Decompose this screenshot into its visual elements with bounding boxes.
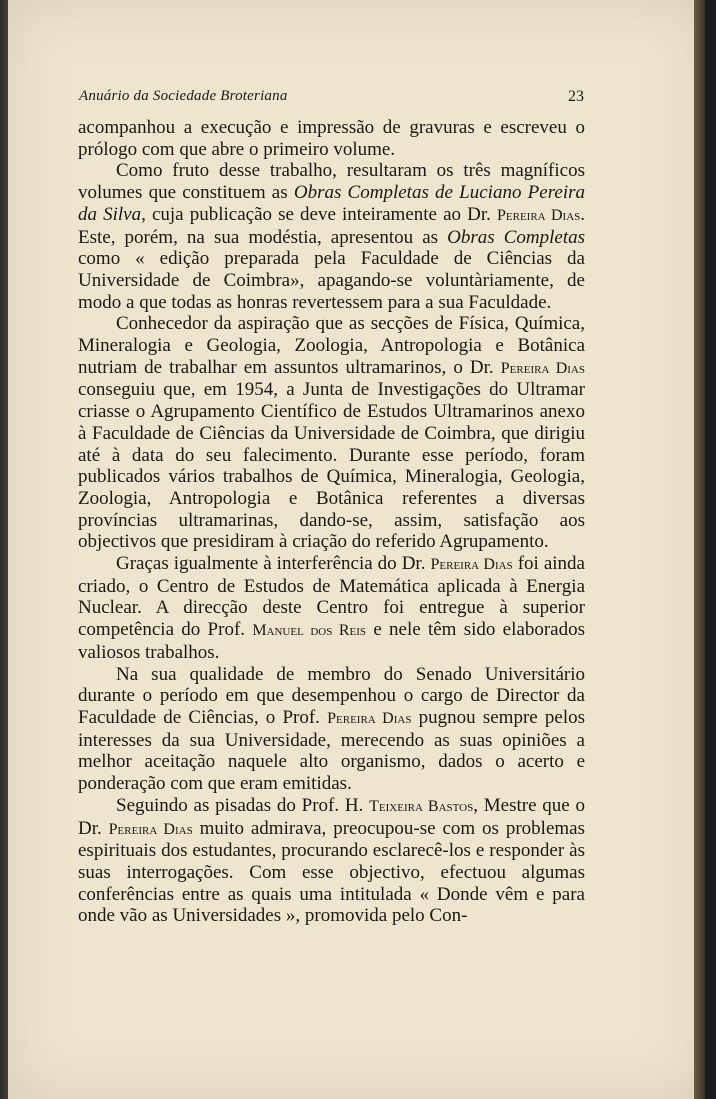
- paragraph: [78, 664, 585, 795]
- name-smallcaps: Pereira Dias: [327, 709, 412, 727]
- name-smallcaps: Manuel dos Reis: [252, 622, 367, 640]
- name-smallcaps: Pereira Dias: [108, 820, 193, 838]
- text-run: . Este, porém, na sua modéstia, apresentou as: [78, 203, 586, 248]
- italic-title: Obras Completas: [447, 226, 586, 248]
- paragraph: [78, 795, 585, 927]
- text-run: conseguiu que, em 1954, a Junta de Investigações do Ultramar criasse o Agrupamento Científico de Estudos Ultramarinos anexo à Faculdade de Ciências da Universidade de Coimbra, que dirigiu até à data do seu falecimento. Durante esse período, foram publicados vários trabalhos de Química, Mineralogia, Geologia, Zoologia, Antropologia e Botânica referentes a diversas províncias ultramarinas, dando-se, assim, satisfação aos objectivos que presidiram à criação do referido Agrupamento.: [78, 379, 585, 553]
- text-run: pugnou sempre pelos interesses da sua Universidade, merecendo as suas opiniões a melhor aceitação naquele alto organismo, dados o acerto e ponderação com que eram emitidas.: [78, 706, 585, 795]
- paragraph: [78, 117, 585, 160]
- text-run: , cuja publicação se deve inteiramente ao Dr.: [141, 203, 497, 225]
- name-smallcaps: Pereira Dias: [500, 359, 585, 377]
- text-run: acompanhou a execução e impressão de gravuras e escreveu o prólogo com que abre o primeiro volume.: [78, 117, 585, 160]
- text-run: Graças igualmente à interferência do Dr.: [116, 553, 431, 575]
- text-run: Na sua qualidade de membro do Senado Universitário durante o período em que desempenhou o cargo de Director da Faculdade de Ciências, o Prof.: [78, 663, 585, 728]
- paragraph: [78, 160, 585, 313]
- running-title: Anuário da Sociedade Broteriana: [79, 88, 288, 104]
- name-smallcaps: Pereira Dias: [430, 556, 513, 574]
- paragraph: [78, 553, 585, 664]
- paragraph: [78, 313, 585, 553]
- text-run: Conhecedor da aspiração que as secções de Física, Química, Mineralogia e Geologia, Zoologia, Antropologia e Botânica nutriam de trabalhar em assuntos ultramarinos, o Dr.: [78, 313, 585, 378]
- text-run: como « edição preparada pela Faculdade de Ciências da Universidade de Coimbra», apagando-se voluntàriamente, de modo a que todas as honras revertessem para a sua Faculdade.: [78, 248, 585, 313]
- text-run: foi ainda criado, o Centro de Estudos de Matemática aplicada à Energia Nuclear. A direcção deste Centro foi entregue à superior competência do Prof.: [78, 553, 585, 641]
- text-run: , Mestre que o Dr.: [78, 794, 585, 839]
- page-edge: [694, 0, 705, 1099]
- text-run: muito admirava, preocupou-se com os problemas espirituais dos estudantes, procurando esclarecê-los e responder às suas interrogações. Com esse objectivo, efectuou algumas conferências entre as quais uma intitulada « Donde vêm e para onde vão as Universidades », promovida pelo Con-: [78, 817, 586, 927]
- text-run: e nele têm sido elaborados valiosos trabalhos.: [78, 619, 585, 663]
- name-smallcaps: Teixeira Bastos: [369, 797, 474, 815]
- text-run: Seguindo as pisadas do Prof. H.: [116, 794, 370, 816]
- body-text: [78, 117, 585, 927]
- running-header: [79, 88, 584, 110]
- name-smallcaps: Pereira Dias: [497, 206, 581, 224]
- page-number: 23: [568, 88, 584, 105]
- text-run: Como fruto desse trabalho, resultaram os três magníficos volumes que constituem as: [78, 160, 585, 204]
- italic-title: Obras Completas de Luciano Pereira da Silva: [78, 182, 585, 225]
